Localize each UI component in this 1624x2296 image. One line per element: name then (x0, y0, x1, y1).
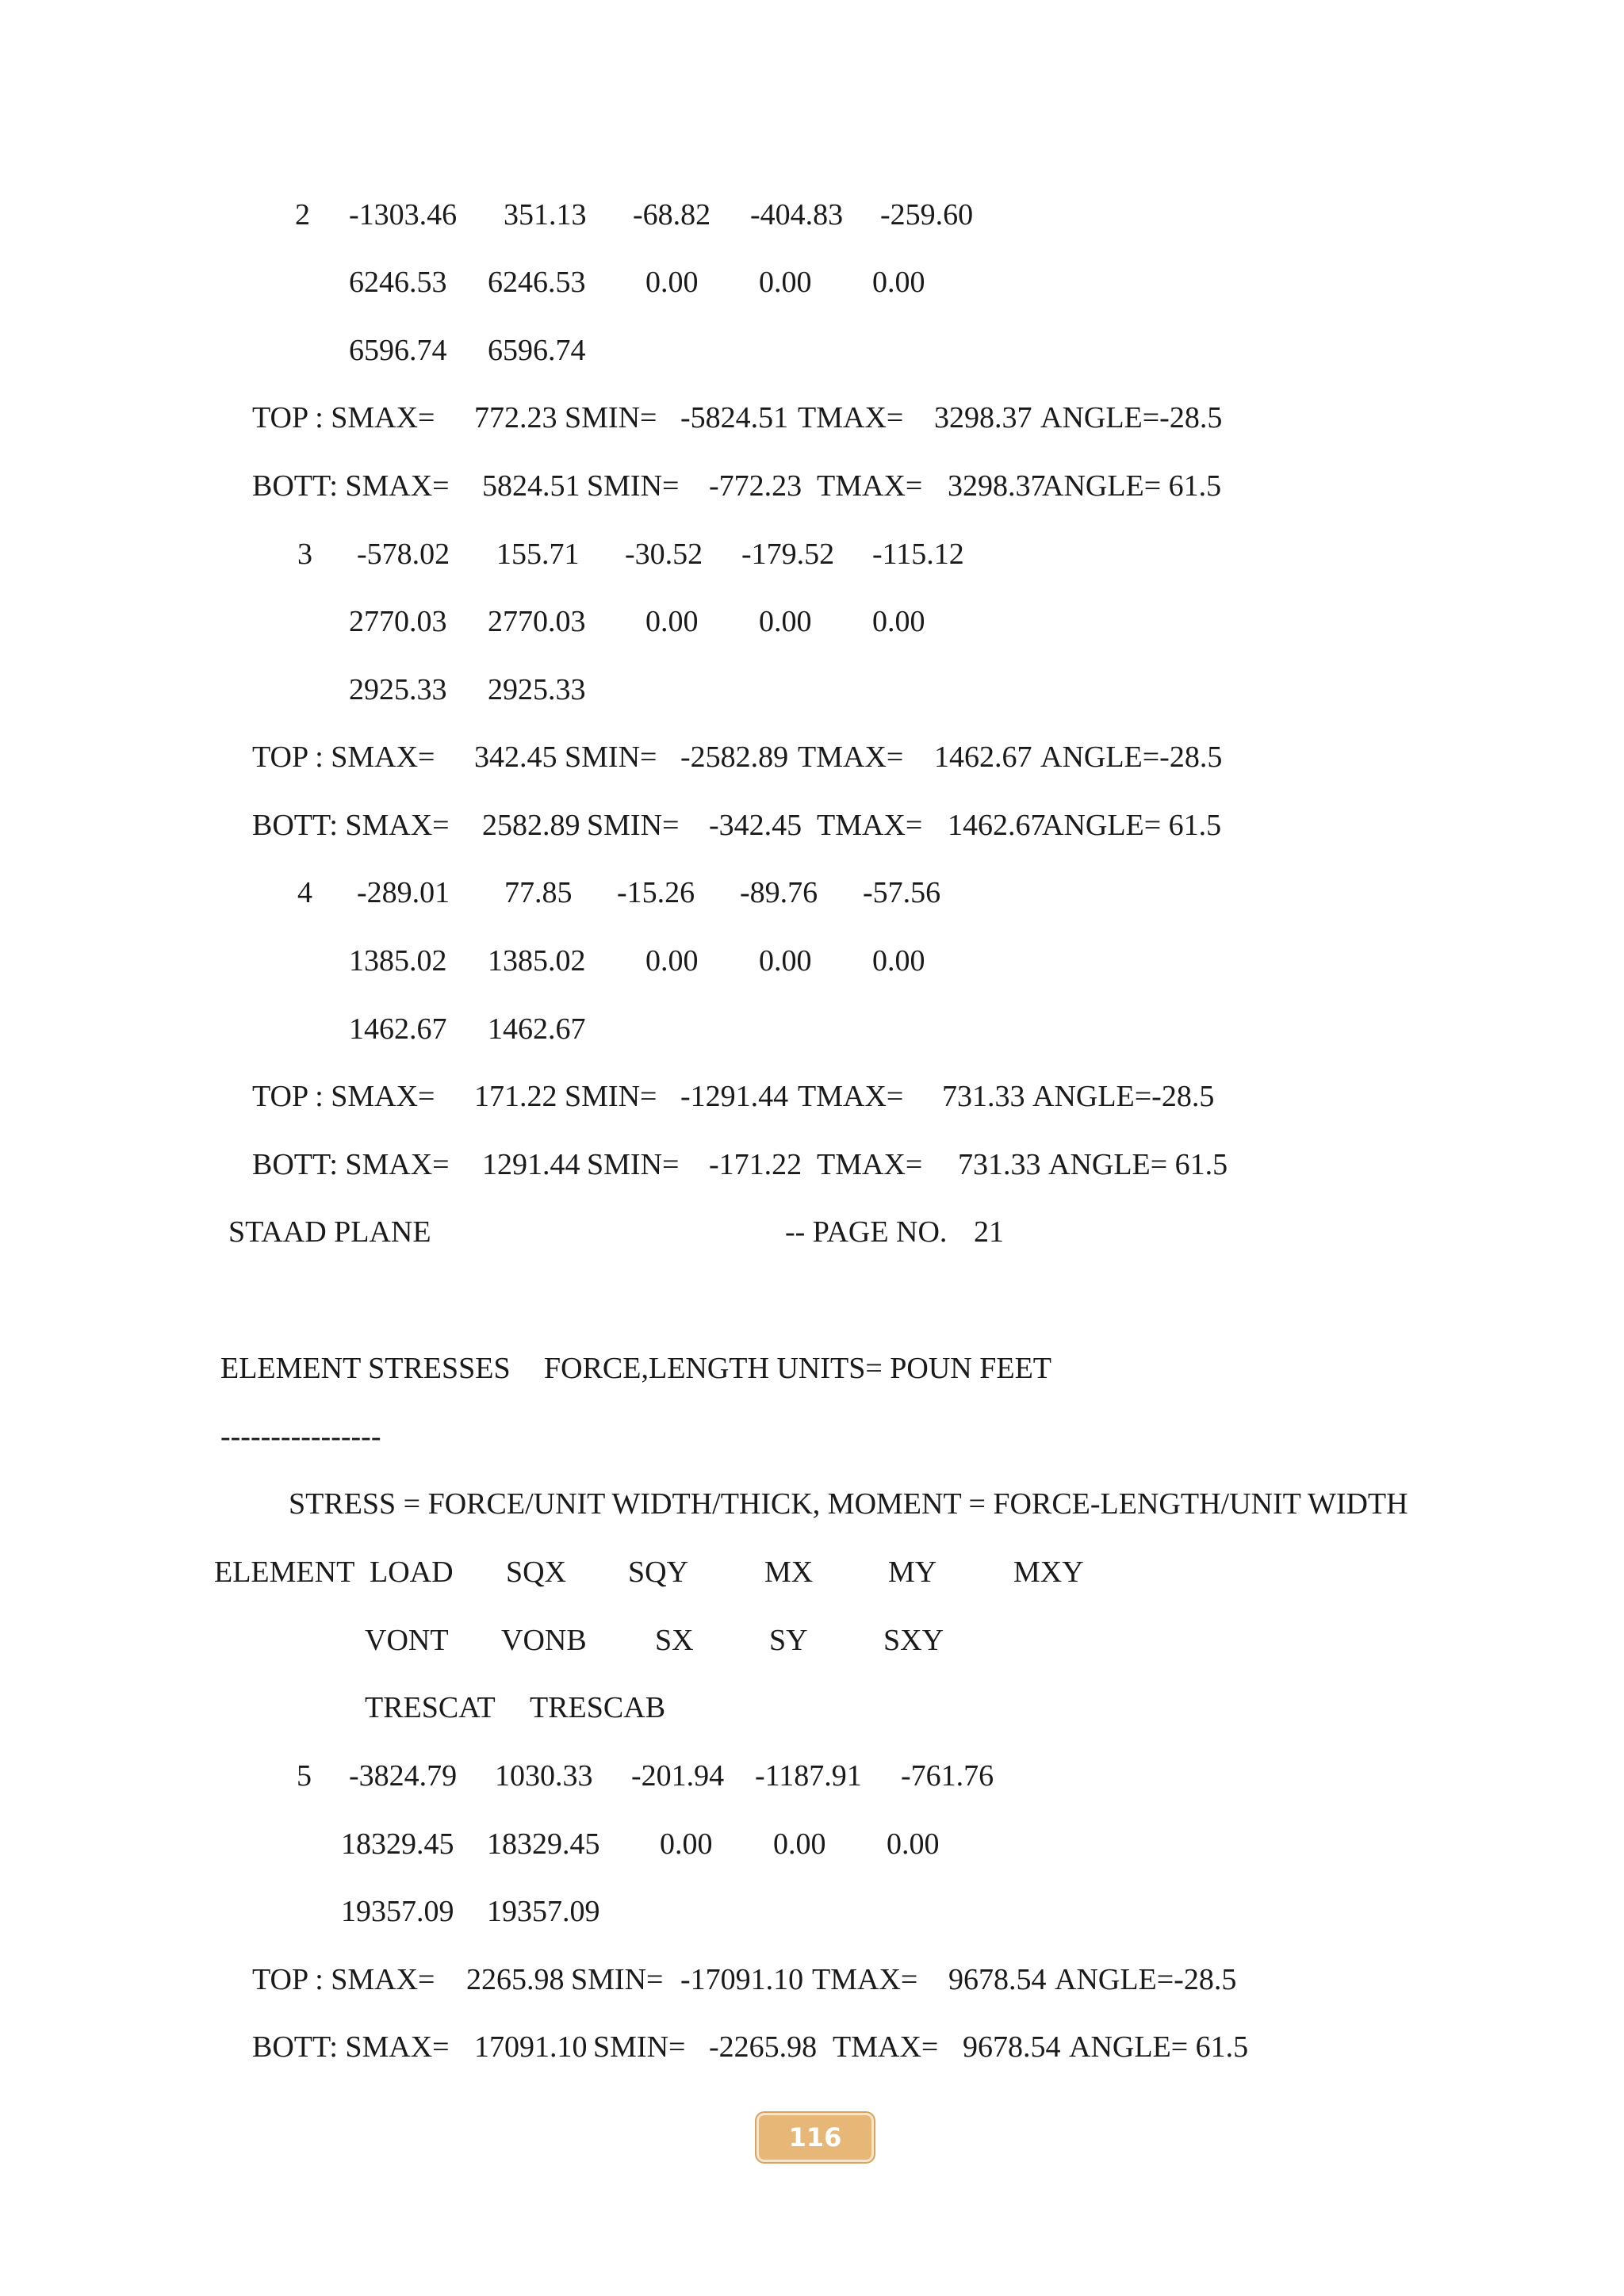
stress-definition: STRESS = FORCE/UNIT WIDTH/THICK, MOMENT = FORCE-LENGTH/UNIT WIDTH (289, 1487, 1408, 1521)
table-cell: -15.26 (617, 876, 695, 909)
table-cell: 9678.54 (963, 2030, 1061, 2064)
table-cell: 0.00 (645, 944, 699, 978)
table-cell: 731.33 (958, 1148, 1041, 1181)
table-cell: 0.00 (872, 605, 925, 638)
table-cell: -3824.79 (349, 1759, 458, 1793)
table-cell: 1030.33 (495, 1759, 593, 1793)
smin-label: SMIN= (593, 2030, 686, 2064)
table-cell: 18329.45 (487, 1827, 600, 1861)
table-cell: 1385.02 (349, 944, 447, 978)
table-cell: 342.45 (474, 740, 557, 774)
column-header: SQX (506, 1556, 567, 1589)
table-cell: 2925.33 (349, 673, 447, 706)
angle-label: ANGLE= 61.5 (1042, 809, 1222, 842)
table-cell: 6596.74 (349, 334, 447, 367)
table-cell: 2265.98 (466, 1963, 565, 1996)
table-cell: 0.00 (872, 944, 925, 978)
table-cell: 19357.09 (341, 1895, 454, 1928)
table-cell: 1462.67 (934, 740, 1032, 774)
column-header: TRESCAT (365, 1691, 496, 1724)
column-header: VONT (365, 1624, 449, 1657)
table-cell: 0.00 (759, 266, 812, 299)
table-cell: 6246.53 (349, 266, 447, 299)
table-cell: 0.00 (872, 266, 925, 299)
bott-label: BOTT: SMAX= (252, 2030, 450, 2064)
table-cell: -2582.89 (680, 740, 789, 774)
table-cell: 772.23 (474, 401, 557, 434)
table-cell: 171.22 (474, 1080, 557, 1113)
table-cell: 2925.33 (488, 673, 586, 706)
table-cell: 6246.53 (488, 266, 586, 299)
page-number-text: 21 (974, 1215, 1004, 1249)
tmax-label: TMAX= (798, 401, 904, 434)
top-label: TOP : SMAX= (252, 1080, 435, 1113)
tmax-label: TMAX= (833, 2030, 939, 2064)
table-cell: 17091.10 (474, 2030, 588, 2064)
column-header: ELEMENT (214, 1556, 355, 1589)
table-cell: 0.00 (645, 266, 699, 299)
table-cell: 2770.03 (349, 605, 447, 638)
table-cell: -171.22 (709, 1148, 802, 1181)
column-header: SY (769, 1624, 808, 1657)
program-name: STAAD PLANE (228, 1215, 431, 1249)
column-header: LOAD (370, 1556, 454, 1589)
table-cell: -578.02 (357, 538, 450, 571)
table-cell: -5824.51 (680, 401, 789, 434)
angle-label: ANGLE=-28.5 (1040, 740, 1223, 774)
angle-label: ANGLE=-28.5 (1055, 1963, 1237, 1996)
table-cell: 155.71 (496, 538, 580, 571)
table-cell: 351.13 (504, 198, 587, 232)
table-cell: 2770.03 (488, 605, 586, 638)
table-cell: -201.94 (631, 1759, 725, 1793)
table-cell: 2582.89 (482, 809, 580, 842)
angle-label: ANGLE= 61.5 (1069, 2030, 1249, 2064)
column-header: MY (888, 1556, 937, 1589)
tmax-label: TMAX= (812, 1963, 918, 1996)
section-title: ELEMENT STRESSES (220, 1352, 511, 1385)
smin-label: SMIN= (565, 740, 657, 774)
angle-label: ANGLE= 61.5 (1048, 1148, 1228, 1181)
title-rule: ---------------- (220, 1420, 381, 1453)
table-cell: 19357.09 (487, 1895, 600, 1928)
top-label: TOP : SMAX= (252, 401, 435, 434)
table-cell: -57.56 (863, 876, 941, 909)
smin-label: SMIN= (587, 469, 680, 503)
page-number-badge: 116 (756, 2113, 874, 2162)
units-note: FORCE,LENGTH UNITS= POUN FEET (544, 1352, 1051, 1385)
column-header: SQY (628, 1556, 689, 1589)
table-cell: -772.23 (709, 469, 802, 503)
table-cell: 77.85 (504, 876, 573, 909)
smin-label: SMIN= (587, 1148, 680, 1181)
table-cell: 2 (295, 198, 310, 232)
table-cell: -68.82 (633, 198, 711, 232)
bott-label: BOTT: SMAX= (252, 469, 450, 503)
tmax-label: TMAX= (817, 469, 923, 503)
table-cell: 0.00 (887, 1827, 940, 1861)
table-cell: -115.12 (872, 538, 964, 571)
table-cell: 1385.02 (488, 944, 586, 978)
table-cell: -179.52 (741, 538, 835, 571)
tmax-label: TMAX= (817, 809, 923, 842)
smin-label: SMIN= (587, 809, 680, 842)
table-cell: 4 (297, 876, 312, 909)
table-cell: 0.00 (773, 1827, 826, 1861)
page-label: -- PAGE NO. (785, 1215, 948, 1249)
table-cell: -17091.10 (680, 1963, 804, 1996)
table-cell: -30.52 (625, 538, 703, 571)
table-cell: -89.76 (740, 876, 818, 909)
tmax-label: TMAX= (798, 1080, 904, 1113)
table-cell: 3298.37 (948, 469, 1046, 503)
table-cell: -1303.46 (349, 198, 458, 232)
table-cell: 6596.74 (488, 334, 586, 367)
smin-label: SMIN= (565, 1080, 657, 1113)
top-label: TOP : SMAX= (252, 1963, 435, 1996)
table-cell: 0.00 (660, 1827, 713, 1861)
tmax-label: TMAX= (798, 740, 904, 774)
table-cell: 0.00 (645, 605, 699, 638)
column-header: VONB (501, 1624, 587, 1657)
angle-label: ANGLE= 61.5 (1042, 469, 1222, 503)
bott-label: BOTT: SMAX= (252, 1148, 450, 1181)
table-cell: -2265.98 (709, 2030, 818, 2064)
table-cell: -1187.91 (755, 1759, 862, 1793)
table-cell: 731.33 (942, 1080, 1025, 1113)
table-cell: 1462.67 (488, 1012, 586, 1046)
column-header: SX (655, 1624, 694, 1657)
table-cell: 3298.37 (934, 401, 1032, 434)
table-cell: -404.83 (750, 198, 844, 232)
table-cell: 1462.67 (948, 809, 1046, 842)
table-cell: 9678.54 (948, 1963, 1047, 1996)
smin-label: SMIN= (571, 1963, 664, 1996)
table-cell: 18329.45 (341, 1827, 454, 1861)
top-label: TOP : SMAX= (252, 740, 435, 774)
table-cell: -259.60 (880, 198, 974, 232)
tmax-label: TMAX= (817, 1148, 923, 1181)
bott-label: BOTT: SMAX= (252, 809, 450, 842)
column-header: TRESCAB (530, 1691, 666, 1724)
column-header: MX (764, 1556, 814, 1589)
smin-label: SMIN= (565, 401, 657, 434)
table-cell: -761.76 (901, 1759, 994, 1793)
angle-label: ANGLE=-28.5 (1032, 1080, 1215, 1113)
table-cell: 5 (297, 1759, 312, 1793)
angle-label: ANGLE=-28.5 (1040, 401, 1223, 434)
table-cell: -342.45 (709, 809, 802, 842)
table-cell: 1462.67 (349, 1012, 447, 1046)
table-cell: 3 (297, 538, 312, 571)
column-header: MXY (1013, 1556, 1084, 1589)
table-cell: 0.00 (759, 944, 812, 978)
table-cell: 1291.44 (482, 1148, 580, 1181)
table-cell: -289.01 (357, 876, 450, 909)
table-cell: -1291.44 (680, 1080, 789, 1113)
table-cell: 0.00 (759, 605, 812, 638)
column-header: SXY (883, 1624, 944, 1657)
table-cell: 5824.51 (482, 469, 580, 503)
